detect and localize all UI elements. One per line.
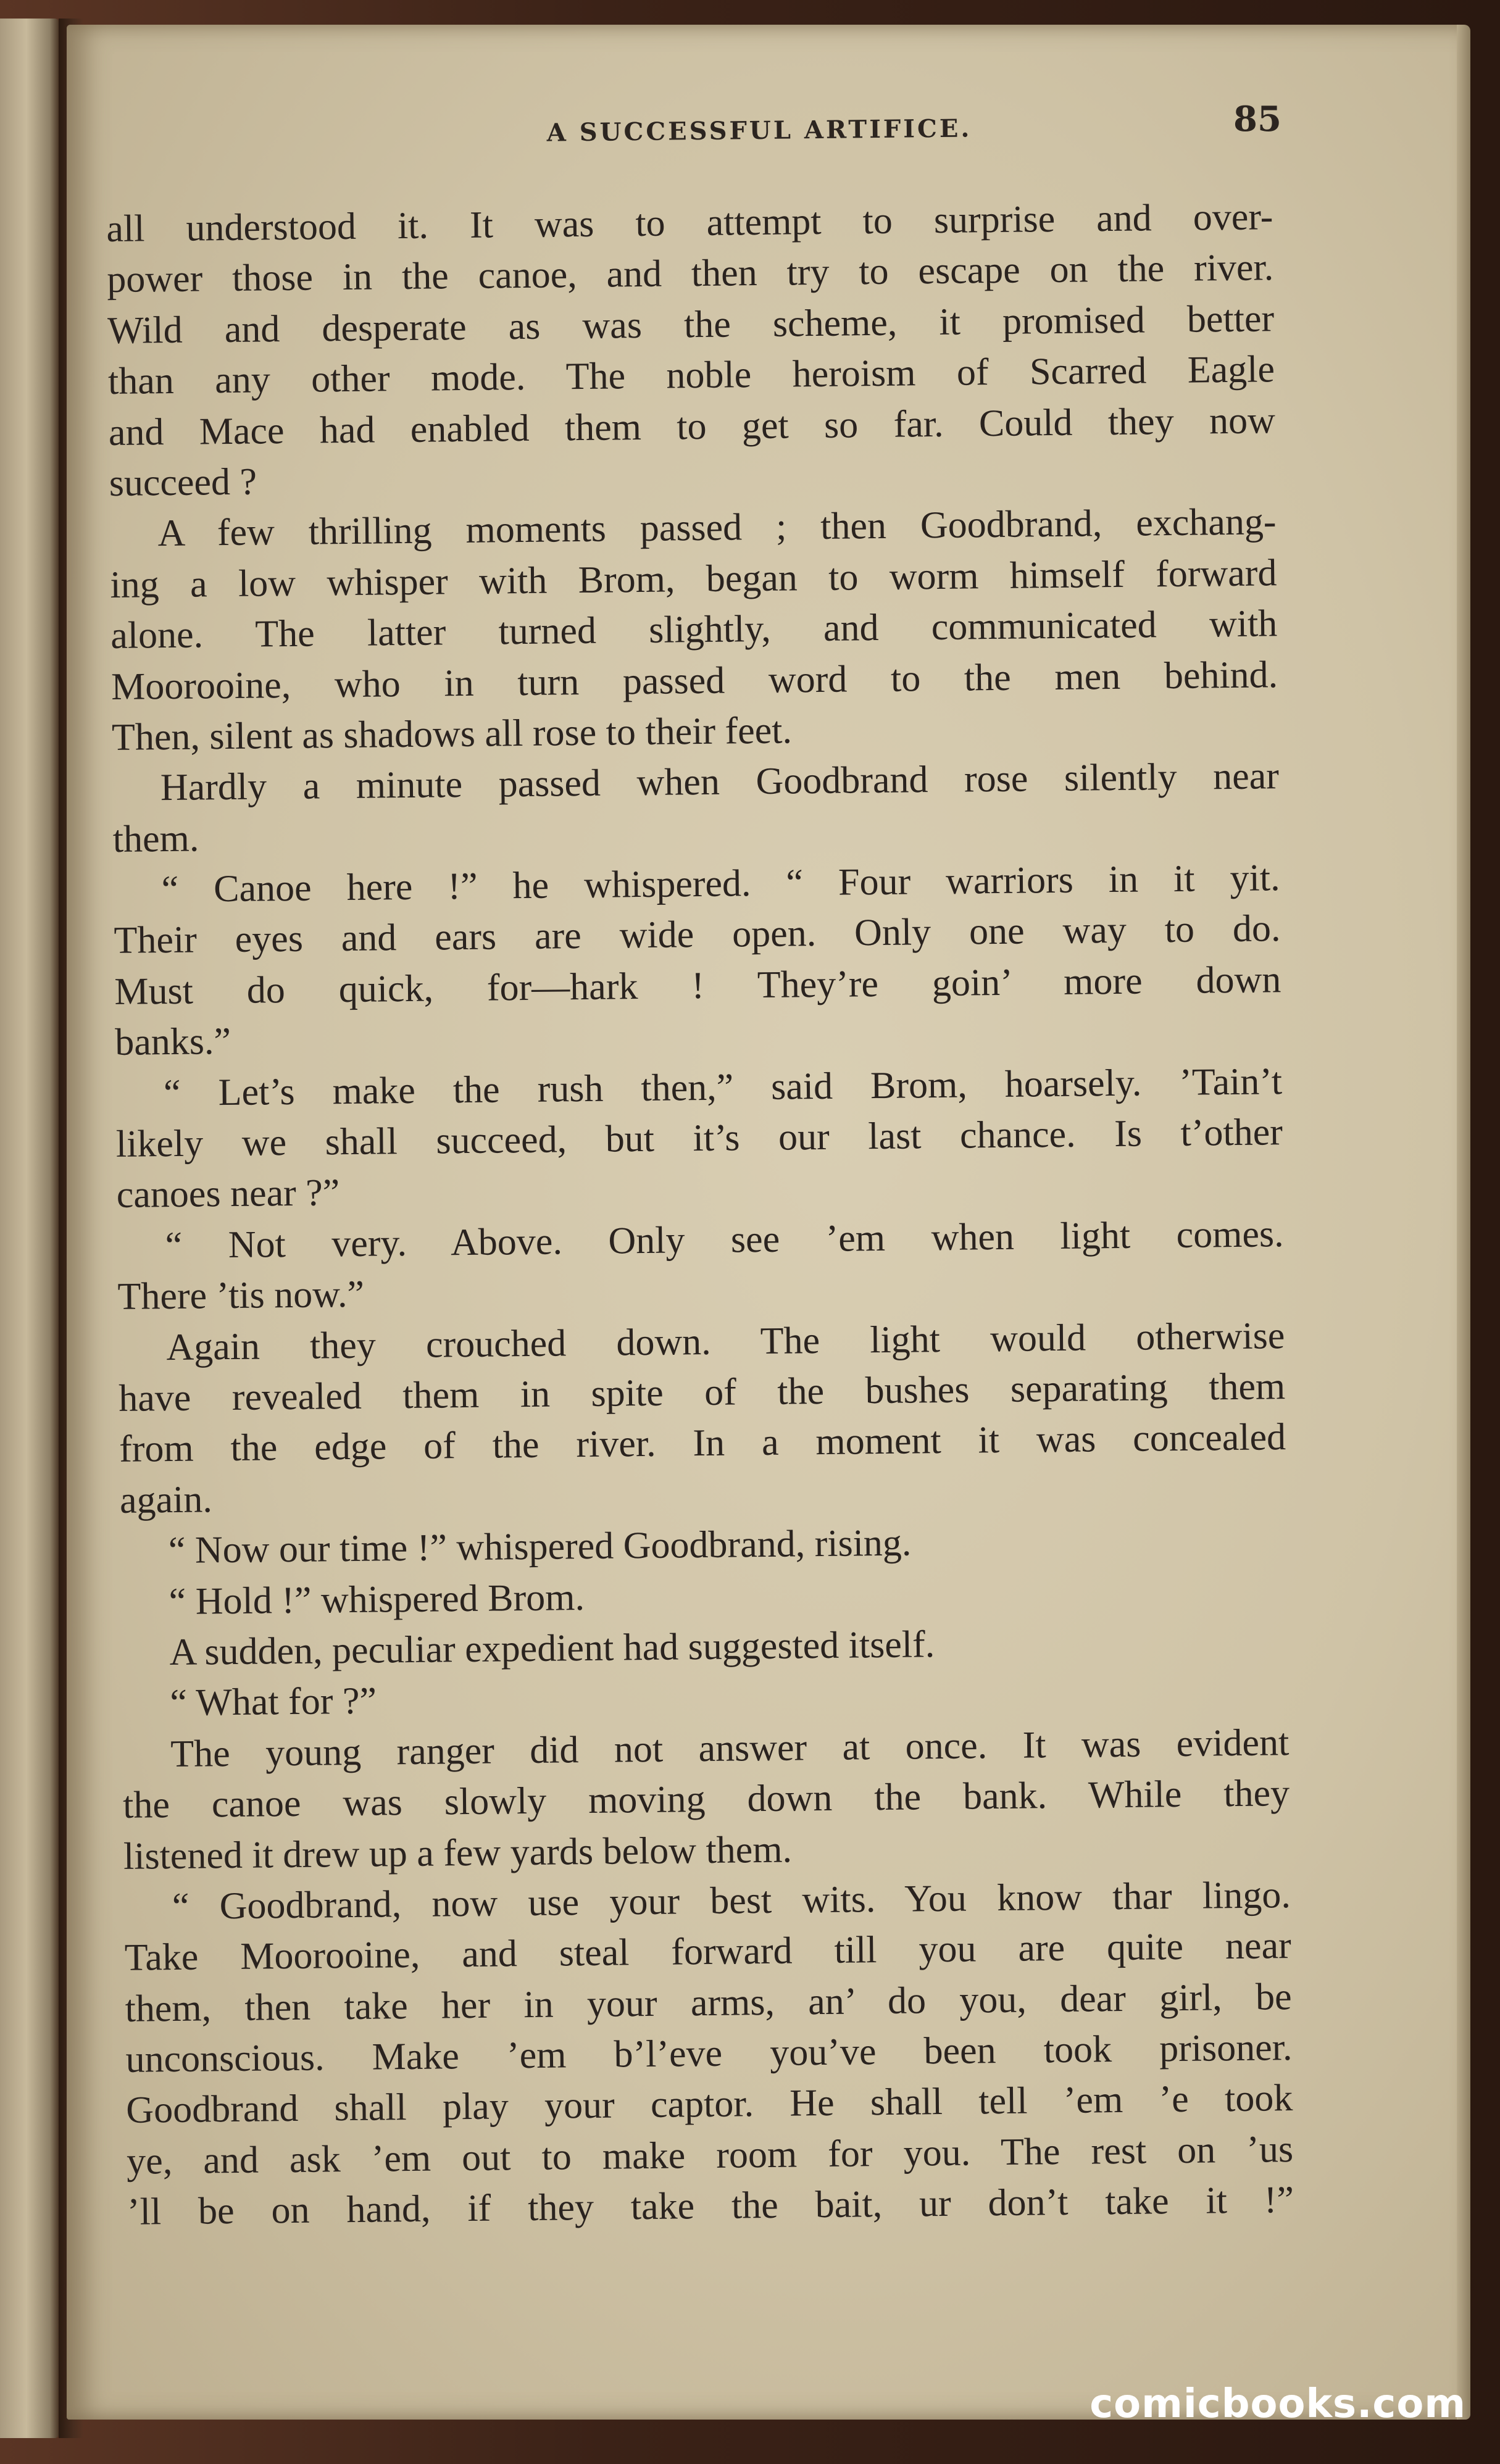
text-line: ing a low whisper with Brom, began to worm himself forward: [110, 551, 1277, 606]
text-line: “ Not very. Above. Only see ’em when light comes.: [165, 1212, 1284, 1267]
body-text: [106, 191, 1294, 2237]
text-line: all understood it. It was to attempt to surprise and over-: [106, 196, 1273, 250]
text-line: “ Let’s make the rush then,” said Brom, hoarsely. ’Tain’t: [163, 1060, 1283, 1114]
text-line: A few thrilling moments passed ; then Goodbrand, exchang-: [157, 501, 1277, 555]
text-line: “ Now our time !” whispered Goodbrand, rising.: [168, 1521, 912, 1572]
text-line: There ’tis now.”: [117, 1273, 365, 1318]
running-head: A SUCCESSFUL ARTIFICE.: [546, 114, 972, 148]
text-line: and Mace had enabled them to get so far. Could they now: [108, 399, 1276, 454]
text-line: likely we shall succeed, but it’s our last chance. Is t’other: [115, 1111, 1283, 1165]
text-line: canoes near ?”: [116, 1172, 340, 1217]
text-line: A sudden, peculiar expedient had suggested itself.: [169, 1623, 935, 1673]
text-line: Moorooine, who in turn passed word to the men behind.: [110, 653, 1278, 708]
text-line: Their eyes and ears are wide open. Only one way to do.: [114, 907, 1281, 962]
text-line: Again they crouched down. The light would otherwise: [166, 1314, 1285, 1368]
text-line: listened it drew up a few yards below them.: [123, 1828, 793, 1878]
text-line: from the edge of the river. In a moment it was concealed: [119, 1416, 1286, 1471]
text-line: Then, silent as shadows all rose to their feet.: [111, 709, 793, 759]
text-line: power those in the canoe, and then try to escape on the river.: [106, 246, 1274, 301]
text-line: Wild and desperate as was the scheme, it promised better: [107, 297, 1275, 352]
text-line: Goodbrand shall play your captor. He shall tell ’em ’e took: [125, 2077, 1293, 2132]
text-line: them.: [112, 817, 199, 860]
page-number: 85: [1233, 99, 1281, 139]
text-line: the canoe was slowly moving down the bank. While they: [122, 1772, 1290, 1826]
text-line: The young ranger did not answer at once. It was evident: [170, 1721, 1290, 1775]
text-line: than any other mode. The noble heroism of Scarred Eagle: [107, 348, 1275, 403]
facing-page-edge: [0, 19, 59, 2438]
text-line: Take Moorooine, and steal forward till you are quite near: [124, 1925, 1292, 1979]
text-line: them, then take her in your arms, an’ do you, dear girl, be: [125, 1975, 1292, 2030]
text-line: Hardly a minute passed when Goodbrand rose silently near: [160, 755, 1280, 809]
text-line: succeed ?: [109, 460, 257, 504]
text-line: “ Canoe here !” he whispered. “ Four warriors in it yit.: [161, 857, 1280, 911]
text-line: “ Hold !” whispered Brom.: [169, 1576, 585, 1623]
text-line: again.: [119, 1478, 213, 1521]
text-line: banks.”: [114, 1020, 231, 1064]
text-line: alone. The latter turned slightly, and communicated with: [110, 602, 1278, 657]
text-line: ye, and ask ’em out to make room for you. The rest on ’us: [126, 2128, 1294, 2183]
text-line: “ What for ?”: [170, 1679, 377, 1725]
text-line: Must do quick, for—hark ! They’re goin’ more down: [114, 958, 1281, 1013]
page-fore-edge: [1457, 25, 1470, 2420]
text-line: ’ll be on hand, if they take the bait, ur don’t take it !”: [127, 2179, 1294, 2234]
text-line: “ Goodbrand, now use your best wits. You know thar lingo.: [172, 1873, 1291, 1928]
text-line: have revealed them in spite of the bushes separating them: [118, 1365, 1286, 1420]
site-watermark: comicbooks.com: [1090, 2381, 1466, 2427]
text-line: unconscious. Make ’em b’l’eve you’ve been took prisoner.: [125, 2026, 1293, 2081]
